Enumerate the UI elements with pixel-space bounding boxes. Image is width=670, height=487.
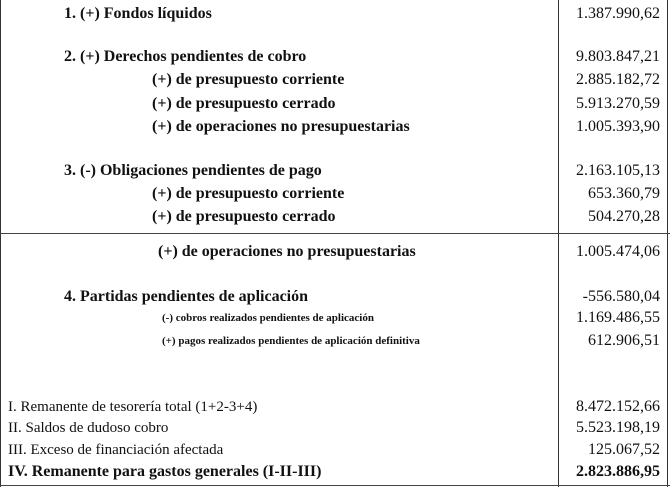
table-row (0, 240, 670, 264)
table-row (0, 92, 670, 116)
row-label: 4. Partidas pendientes de aplicación (64, 288, 309, 305)
row-value: 2.823.886,95 (576, 463, 660, 480)
row-label: II. Saldos de dudoso cobro (8, 420, 169, 436)
row-label: (+) de operaciones no presupuestarias (158, 243, 416, 260)
row-label: (+) pagos realizados pendientes de aplicación definitiva (162, 335, 420, 347)
row-value: 1.387.990,62 (576, 5, 660, 22)
table-row (0, 205, 670, 229)
bottom-border (0, 485, 670, 486)
table-row (0, 306, 670, 330)
row-label: (+) de presupuesto cerrado (152, 95, 336, 112)
row-value: 5.523.198,19 (576, 419, 660, 436)
table-row-total (0, 460, 670, 484)
table-row (0, 45, 670, 69)
row-value: 1.005.393,90 (576, 118, 660, 135)
table-row (0, 416, 670, 440)
row-label: 2. (+) Derechos pendientes de cobro (64, 48, 307, 65)
row-value: 504.270,28 (588, 208, 660, 225)
row-label: III. Exceso de financiación afectada (8, 442, 224, 458)
table-row (0, 159, 670, 183)
row-value: 1.169.486,55 (576, 309, 660, 326)
table-row (0, 68, 670, 92)
row-value: 653.360,79 (588, 185, 660, 202)
row-value: 2.163.105,13 (576, 162, 660, 179)
section-divider (0, 233, 670, 234)
row-value: -556.580,04 (582, 288, 660, 305)
table-row (0, 182, 670, 206)
table-row (0, 115, 670, 139)
table-row (0, 329, 670, 353)
row-label: I. Remanente de tesorería total (1+2-3+4) (8, 399, 258, 415)
row-value: 1.005.474,06 (576, 243, 660, 260)
row-value: 9.803.847,21 (576, 48, 660, 65)
row-label: IV. Remanente para gastos generales (I-II-III) (8, 463, 322, 480)
row-label: (+) de operaciones no presupuestarias (152, 118, 410, 135)
row-label: (+) de presupuesto corriente (152, 185, 345, 202)
row-label: (+) de presupuesto cerrado (152, 208, 336, 225)
row-label: (-) cobros realizados pendientes de aplicación (162, 312, 374, 324)
row-label: 1. (+) Fondos líquidos (64, 5, 212, 22)
row-value: 612.906,51 (588, 332, 660, 349)
table-row (0, 2, 670, 26)
table-row (0, 438, 670, 462)
row-value: 2.885.182,72 (576, 71, 660, 88)
row-label: 3. (-) Obligaciones pendientes de pago (64, 162, 322, 179)
row-value: 125.067,52 (588, 441, 660, 458)
row-value: 5.913.270,59 (576, 95, 660, 112)
row-label: (+) de presupuesto corriente (152, 71, 345, 88)
row-value: 8.472.152,66 (576, 398, 660, 415)
